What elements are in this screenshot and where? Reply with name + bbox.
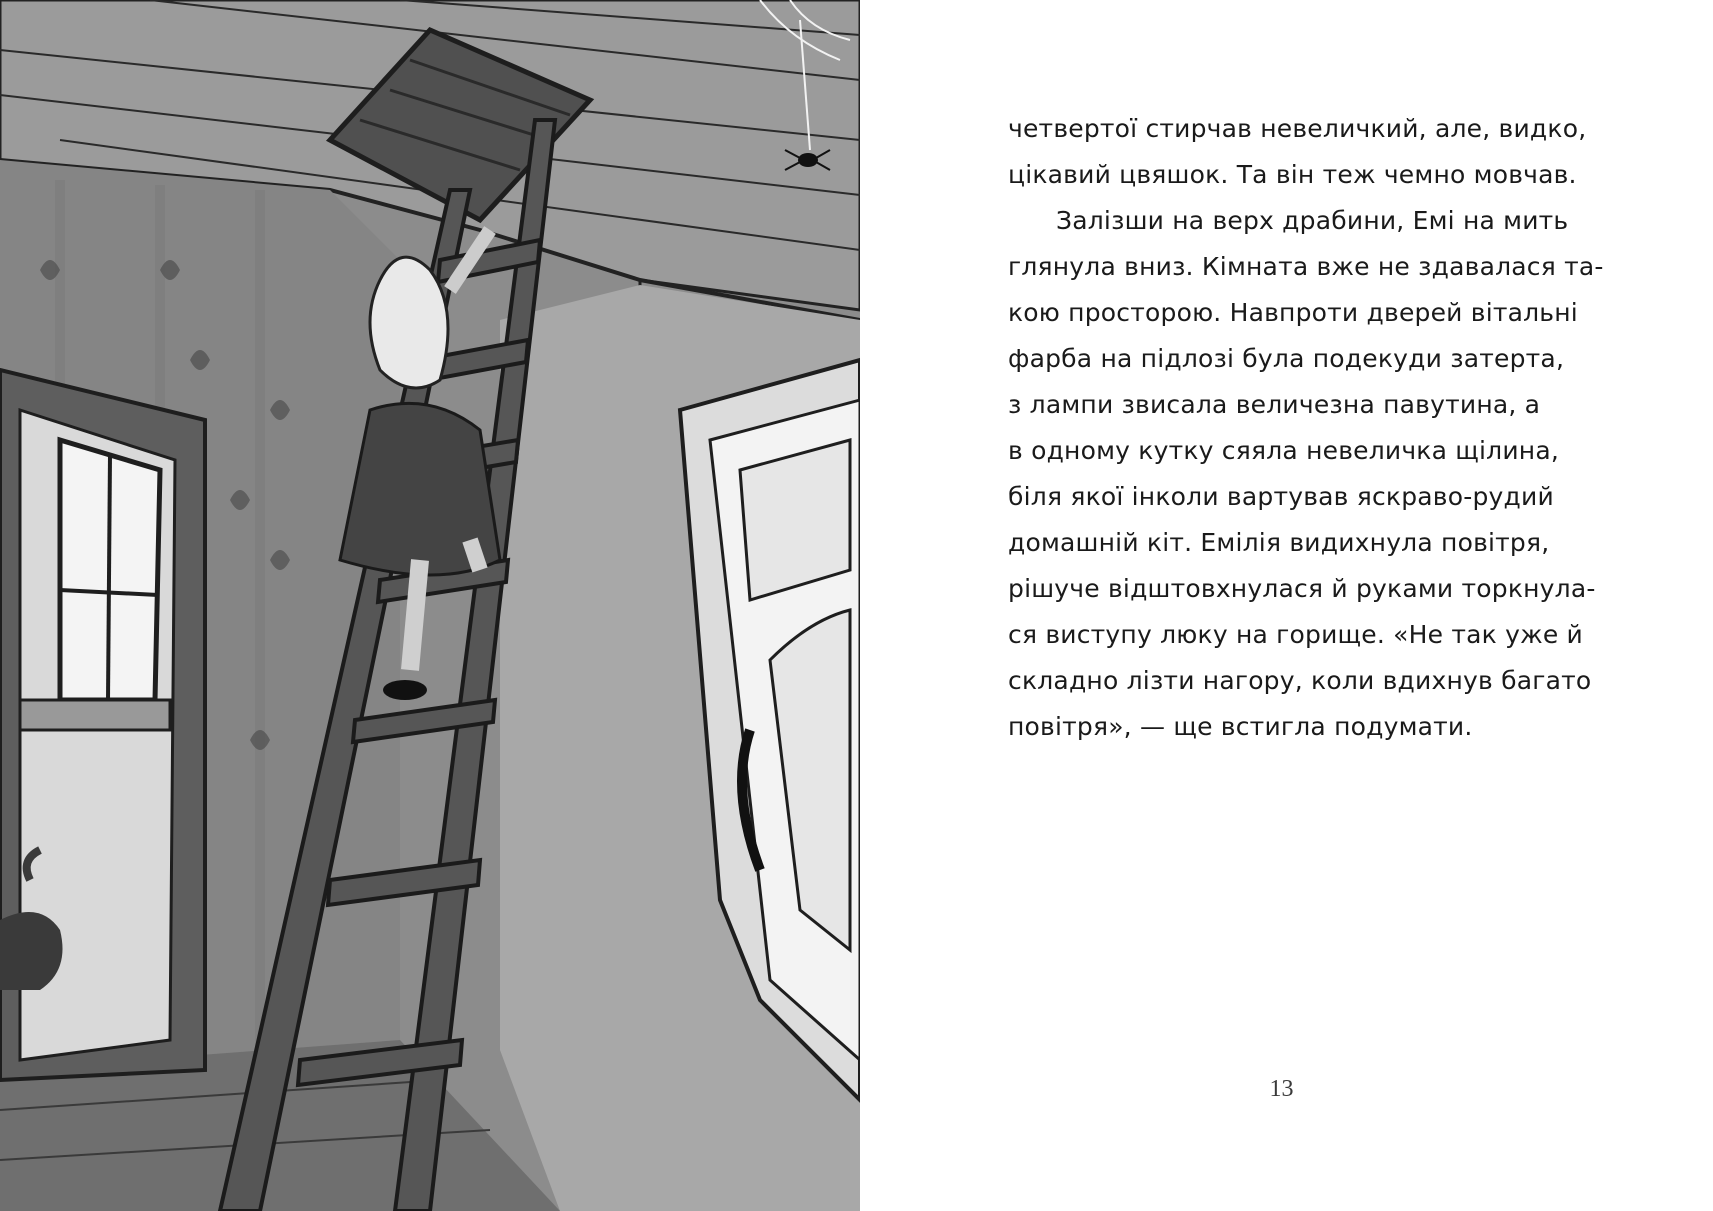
page-number-text: 13 (1269, 1076, 1294, 1102)
text-page (860, 0, 1713, 1211)
paragraph-2 (1008, 198, 1604, 750)
text-line: кою просторою. Навпроти дверей вітальні (1008, 298, 1578, 327)
text-line: повітря», — ще встигла подумати. (1008, 712, 1473, 741)
text-line: цікавий цвяшок. Та він теж чемно мовчав. (1008, 160, 1577, 189)
text-line: четвертої стирчав невеличкий, але, видко, (1008, 114, 1587, 143)
page-number (860, 1076, 1713, 1103)
text-line: складно лізти нагору, коли вдихнув багато (1008, 666, 1592, 695)
story-text (1008, 106, 1604, 750)
text-line: фарба на підлозі була подекуди затерта, (1008, 344, 1565, 373)
text-line: ся виступу люку на горище. «Не так уже й (1008, 620, 1583, 649)
paragraph-1 (1008, 106, 1587, 198)
text-line: Залізши на верх драбини, Емі на мить (1056, 206, 1569, 235)
text-line: домашній кіт. Емілія видихнула повітря, (1008, 528, 1550, 557)
text-line: рішуче відштовхнулася й руками торкнула- (1008, 574, 1596, 603)
text-line: з лампи звисала величезна павутина, а (1008, 390, 1541, 419)
text-line: глянула вниз. Кімната вже не здавалася та- (1008, 252, 1604, 281)
text-line: в одному кутку сяяла невеличка щілина, (1008, 436, 1560, 465)
text-line: біля якої інколи вартував яскраво-рудий (1008, 482, 1554, 511)
